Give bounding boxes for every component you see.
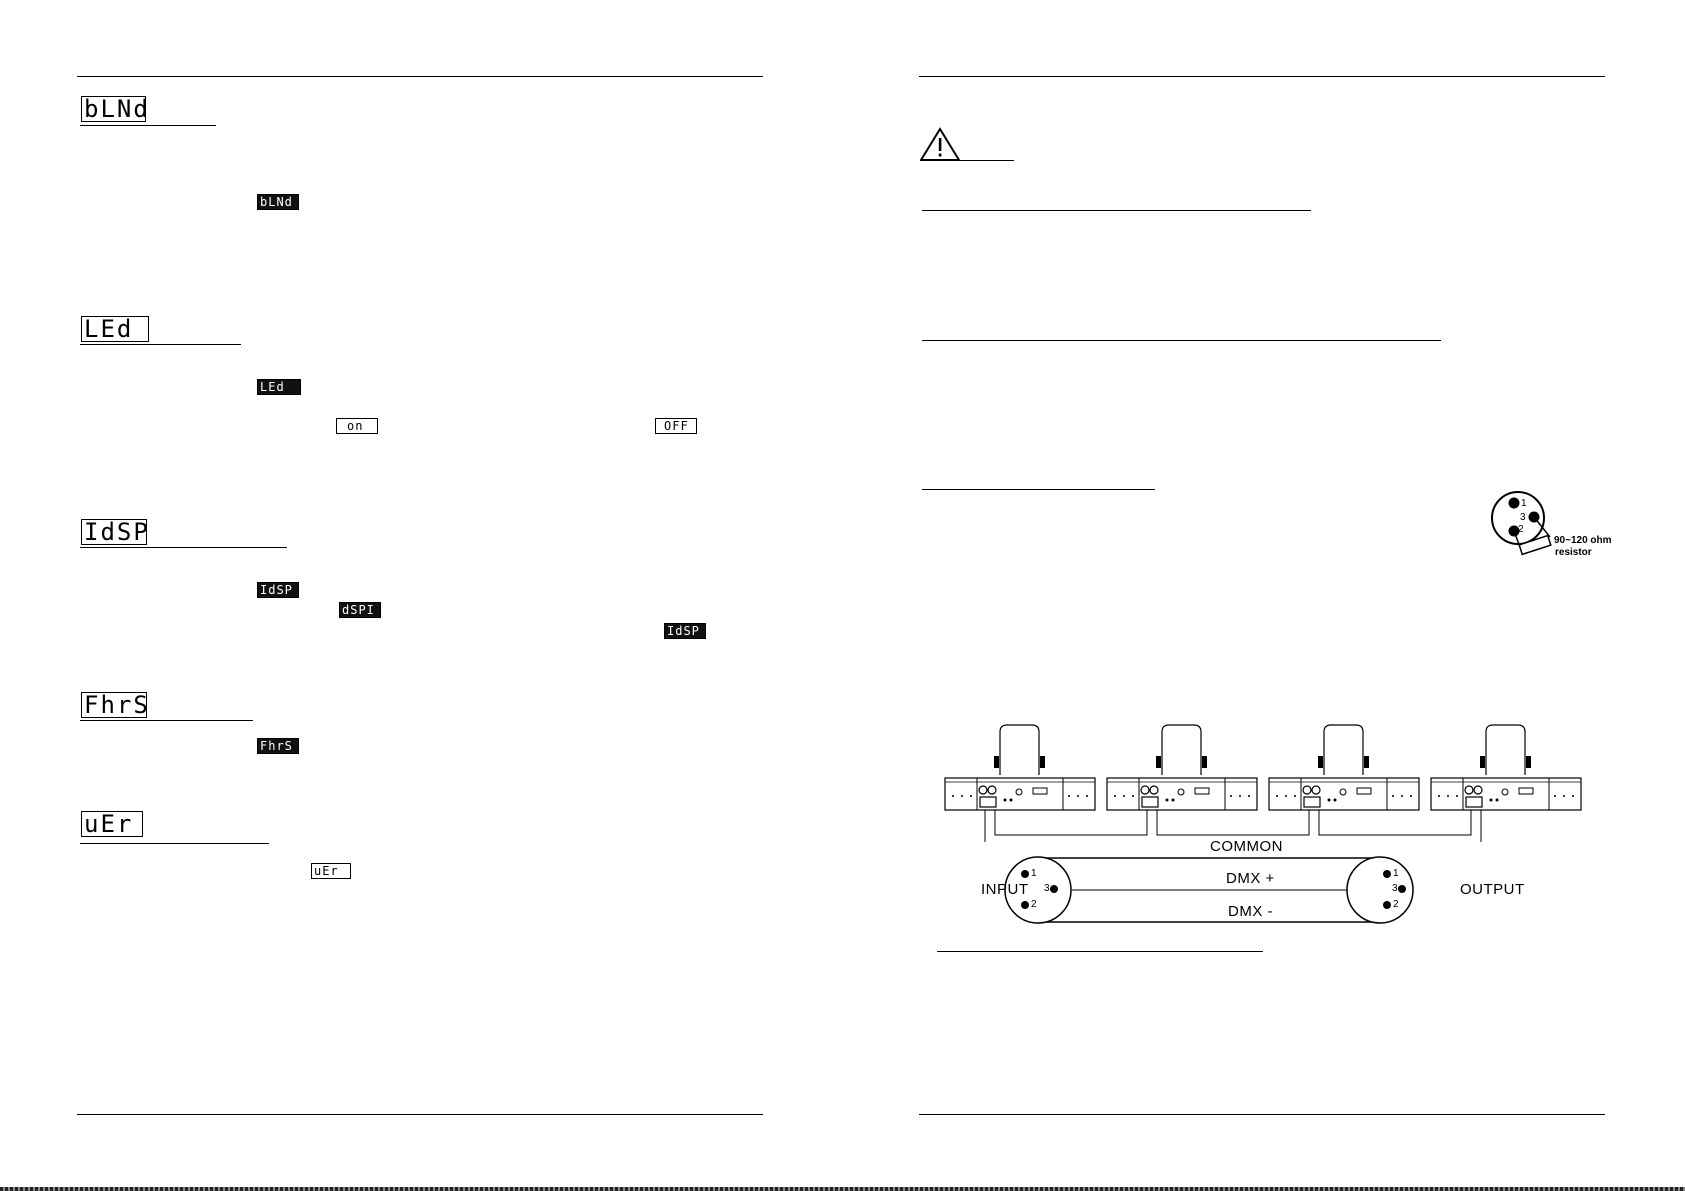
output-label: OUTPUT [1460,881,1525,898]
blnd-heading-lcd: bLNd [81,96,146,122]
blnd-inline-lcd: bLNd [257,194,299,210]
right-header-rule [919,76,1605,77]
warning-underline [960,160,1014,161]
resistor-label-line2: resistor [1555,547,1592,558]
fhrs-inline-lcd: FhrS [257,738,299,754]
input-label: INPUT [981,881,1029,898]
input-pin-1: 1 [1031,868,1037,879]
right-heading-underline-4 [937,951,1263,952]
dmx-fixture [1431,725,1581,810]
fhrs-heading-underline [80,720,253,721]
warning-triangle-icon [920,127,964,163]
blnd-heading-underline [80,125,216,126]
led-heading-underline [80,344,241,345]
led-on-lcd: on [336,418,378,434]
dmx-fixture [1107,725,1257,810]
right-heading-underline-2 [922,340,1441,341]
output-pin-2: 2 [1393,899,1399,910]
ver-heading-lcd: uEr [81,811,143,837]
common-label: COMMON [1210,838,1283,855]
terminator-pin-2: 2 [1518,524,1524,535]
led-heading-lcd: LEd [81,316,149,342]
dmx-minus-label: DMX - [1228,903,1273,920]
scan-edge-band [0,1187,1685,1191]
left-footer-rule [77,1114,763,1115]
fhrs-heading-lcd: FhrS [81,692,147,718]
right-heading-underline-3 [922,489,1155,490]
led-inline-lcd: LEd [257,379,301,395]
idsp-heading-underline [80,547,287,548]
dspi-inline-lcd: dSPI [339,602,381,618]
terminator-pin-3: 3 [1520,512,1526,523]
idsp-inline-lcd: IdSP [257,582,299,598]
dmx-fixture [1269,725,1419,810]
dmx-terminator-diagram [1488,490,1618,565]
right-footer-rule [919,1114,1605,1115]
led-off-lcd: OFF [655,418,697,434]
terminator-pin-1: 1 [1521,498,1527,509]
output-pin-1: 1 [1393,868,1399,879]
ver-inline-lcd: uEr [311,863,351,879]
right-heading-underline-1 [922,210,1311,211]
output-pin-3: 3 [1392,883,1398,894]
input-pin-3: 3 [1044,883,1050,894]
idsp-inline-lcd-2: IdSP [664,623,706,639]
idsp-heading-lcd: IdSP [81,519,147,545]
resistor-label-line1: 90~120 ohm [1554,535,1612,546]
dmx-fixture [945,725,1095,810]
input-pin-2: 2 [1031,899,1037,910]
left-header-rule [77,76,763,77]
dmx-plus-label: DMX + [1226,870,1275,887]
ver-heading-underline [80,843,269,844]
